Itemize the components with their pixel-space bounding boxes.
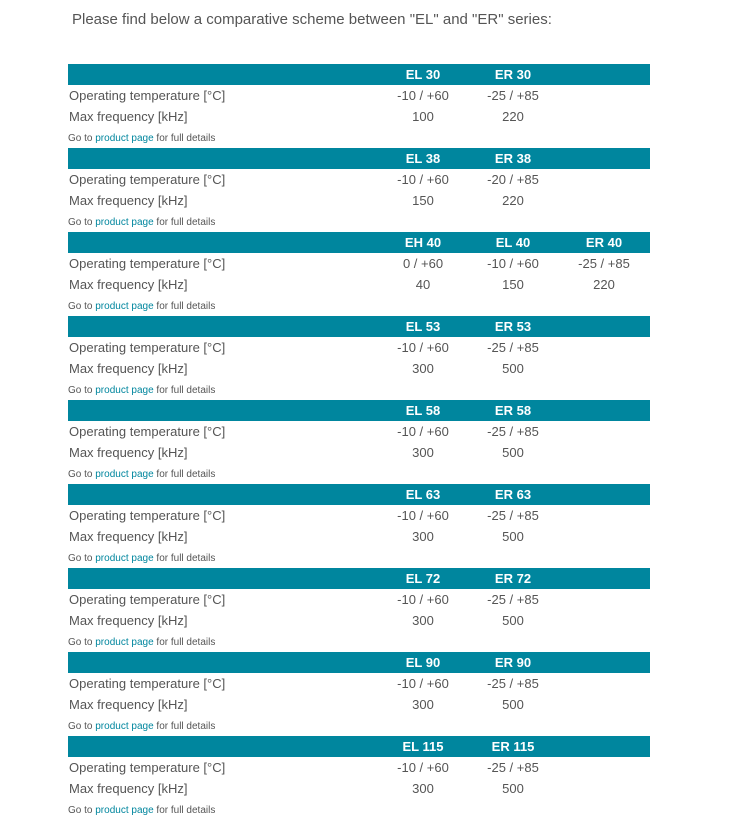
table-cell: -25 / +85	[487, 340, 539, 355]
operating-temperature-row	[68, 169, 650, 190]
row-label: Operating temperature [°C]	[69, 340, 226, 355]
footer-text	[68, 721, 215, 732]
table-cell: -10 / +60	[397, 676, 449, 691]
table-header-row	[68, 652, 650, 673]
operating-temperature-row	[68, 85, 650, 106]
series-table	[68, 484, 650, 568]
product-page-link[interactable]: product page	[95, 805, 154, 816]
product-page-link[interactable]: product page	[95, 469, 154, 480]
row-label: Max frequency [kHz]	[69, 613, 188, 628]
table-cell: 500	[502, 613, 524, 628]
footer-prefix: Go to	[68, 469, 93, 480]
table-cell: -10 / +60	[397, 424, 449, 439]
footer-suffix: for full details	[156, 469, 216, 480]
table-cell: 500	[502, 529, 524, 544]
model-header: ER 72	[494, 571, 532, 586]
footer-suffix: for full details	[156, 637, 216, 648]
max-frequency-row	[68, 442, 650, 463]
footer-text	[68, 133, 215, 144]
table-footer	[68, 127, 650, 148]
model-header: EL 38	[405, 151, 441, 166]
table-cell: 220	[593, 277, 615, 292]
table-cell: 220	[502, 193, 524, 208]
operating-temperature-row	[68, 673, 650, 694]
model-header: ER 90	[494, 655, 532, 670]
footer-text	[68, 637, 215, 648]
series-table	[68, 148, 650, 232]
model-header: ER 40	[585, 235, 623, 250]
max-frequency-row	[68, 358, 650, 379]
product-page-link[interactable]: product page	[95, 385, 154, 396]
model-header: ER 58	[494, 403, 532, 418]
table-cell: 300	[412, 445, 434, 460]
row-label: Max frequency [kHz]	[69, 361, 188, 376]
table-footer	[68, 379, 650, 400]
table-cell: -25 / +85	[578, 256, 630, 271]
footer-text	[68, 469, 215, 480]
table-footer	[68, 463, 650, 484]
table-cell: -25 / +85	[487, 592, 539, 607]
row-label: Max frequency [kHz]	[69, 529, 188, 544]
product-page-link[interactable]: product page	[95, 301, 154, 312]
table-cell: 300	[412, 529, 434, 544]
table-cell: -25 / +85	[487, 760, 539, 775]
max-frequency-row	[68, 526, 650, 547]
table-cell: 300	[412, 361, 434, 376]
table-cell: 300	[412, 781, 434, 796]
model-header: ER 115	[491, 739, 535, 754]
max-frequency-row	[68, 610, 650, 631]
table-cell: 150	[412, 193, 434, 208]
table-header-row	[68, 232, 650, 253]
footer-suffix: for full details	[156, 217, 216, 228]
footer-text	[68, 217, 215, 228]
series-table	[68, 232, 650, 316]
footer-text	[68, 301, 215, 312]
model-header: EH 40	[404, 235, 442, 250]
table-cell: -10 / +60	[397, 592, 449, 607]
product-page-link[interactable]: product page	[95, 217, 154, 228]
series-table	[68, 568, 650, 652]
row-label: Operating temperature [°C]	[69, 424, 226, 439]
table-cell: -10 / +60	[397, 508, 449, 523]
model-header: ER 30	[494, 67, 532, 82]
max-frequency-row	[68, 106, 650, 127]
table-footer	[68, 631, 650, 652]
row-label: Operating temperature [°C]	[69, 676, 226, 691]
table-cell: 500	[502, 445, 524, 460]
product-page-link[interactable]: product page	[95, 553, 154, 564]
model-header: EL 115	[402, 739, 444, 754]
operating-temperature-row	[68, 589, 650, 610]
table-footer	[68, 799, 650, 820]
footer-suffix: for full details	[156, 553, 216, 564]
table-cell: 100	[412, 109, 434, 124]
comparison-tables	[68, 64, 650, 820]
table-header-row	[68, 484, 650, 505]
footer-prefix: Go to	[68, 805, 93, 816]
table-cell: 300	[412, 613, 434, 628]
table-cell: 500	[502, 781, 524, 796]
row-label: Operating temperature [°C]	[69, 592, 226, 607]
footer-text	[68, 385, 215, 396]
model-header: ER 53	[494, 319, 532, 334]
footer-text	[68, 805, 215, 816]
operating-temperature-row	[68, 421, 650, 442]
row-label: Max frequency [kHz]	[69, 445, 188, 460]
table-footer	[68, 547, 650, 568]
row-label: Max frequency [kHz]	[69, 277, 188, 292]
footer-prefix: Go to	[68, 721, 93, 732]
footer-suffix: for full details	[156, 385, 216, 396]
product-page-link[interactable]: product page	[95, 721, 154, 732]
operating-temperature-row	[68, 337, 650, 358]
table-cell: -25 / +85	[487, 424, 539, 439]
row-label: Operating temperature [°C]	[69, 760, 226, 775]
model-header: EL 30	[405, 67, 441, 82]
max-frequency-row	[68, 190, 650, 211]
table-cell: -25 / +85	[487, 508, 539, 523]
table-cell: 220	[502, 109, 524, 124]
row-label: Max frequency [kHz]	[69, 193, 188, 208]
table-cell: 150	[502, 277, 524, 292]
footer-suffix: for full details	[156, 721, 216, 732]
row-label: Operating temperature [°C]	[69, 508, 226, 523]
table-cell: -10 / +60	[397, 88, 449, 103]
table-cell: -20 / +85	[487, 172, 539, 187]
footer-prefix: Go to	[68, 637, 93, 648]
series-table	[68, 652, 650, 736]
row-label: Operating temperature [°C]	[69, 88, 226, 103]
model-header: EL 72	[405, 571, 441, 586]
model-header: ER 38	[494, 151, 532, 166]
table-footer	[68, 211, 650, 232]
footer-prefix: Go to	[68, 217, 93, 228]
max-frequency-row	[68, 274, 650, 295]
max-frequency-row	[68, 778, 650, 799]
table-cell: -25 / +85	[487, 88, 539, 103]
row-label: Max frequency [kHz]	[69, 781, 188, 796]
operating-temperature-row	[68, 253, 650, 274]
table-header-row	[68, 736, 650, 757]
model-header: EL 58	[405, 403, 441, 418]
table-header-row	[68, 568, 650, 589]
table-cell: -25 / +85	[487, 676, 539, 691]
operating-temperature-row	[68, 757, 650, 778]
operating-temperature-row	[68, 505, 650, 526]
model-header: EL 53	[405, 319, 441, 334]
model-header: ER 63	[494, 487, 532, 502]
model-header: EL 40	[495, 235, 531, 250]
table-cell: -10 / +60	[487, 256, 539, 271]
table-cell: -10 / +60	[397, 172, 449, 187]
row-label: Operating temperature [°C]	[69, 172, 226, 187]
footer-text	[68, 553, 215, 564]
table-header-row	[68, 400, 650, 421]
table-header-row	[68, 148, 650, 169]
footer-prefix: Go to	[68, 385, 93, 396]
model-header: EL 90	[405, 655, 441, 670]
footer-prefix: Go to	[68, 301, 93, 312]
intro-text: Please find below a comparative scheme between "EL" and "ER" series:	[72, 11, 552, 28]
table-footer	[68, 295, 650, 316]
series-table	[68, 64, 650, 148]
row-label: Max frequency [kHz]	[69, 109, 188, 124]
footer-prefix: Go to	[68, 553, 93, 564]
footer-suffix: for full details	[156, 133, 216, 144]
product-page-link[interactable]: product page	[95, 133, 154, 144]
table-header-row	[68, 64, 650, 85]
footer-prefix: Go to	[68, 133, 93, 144]
table-cell: 500	[502, 361, 524, 376]
table-cell: -10 / +60	[397, 340, 449, 355]
row-label: Max frequency [kHz]	[69, 697, 188, 712]
table-header-row	[68, 316, 650, 337]
series-table	[68, 316, 650, 400]
table-cell: -10 / +60	[397, 760, 449, 775]
series-table	[68, 736, 650, 820]
table-footer	[68, 715, 650, 736]
series-table	[68, 400, 650, 484]
table-cell: 300	[412, 697, 434, 712]
footer-suffix: for full details	[156, 805, 216, 816]
table-cell: 40	[415, 277, 431, 292]
table-cell: 0 / +60	[402, 256, 444, 271]
model-header: EL 63	[405, 487, 441, 502]
table-cell: 500	[502, 697, 524, 712]
row-label: Operating temperature [°C]	[69, 256, 226, 271]
max-frequency-row	[68, 694, 650, 715]
product-page-link[interactable]: product page	[95, 637, 154, 648]
footer-suffix: for full details	[156, 301, 216, 312]
